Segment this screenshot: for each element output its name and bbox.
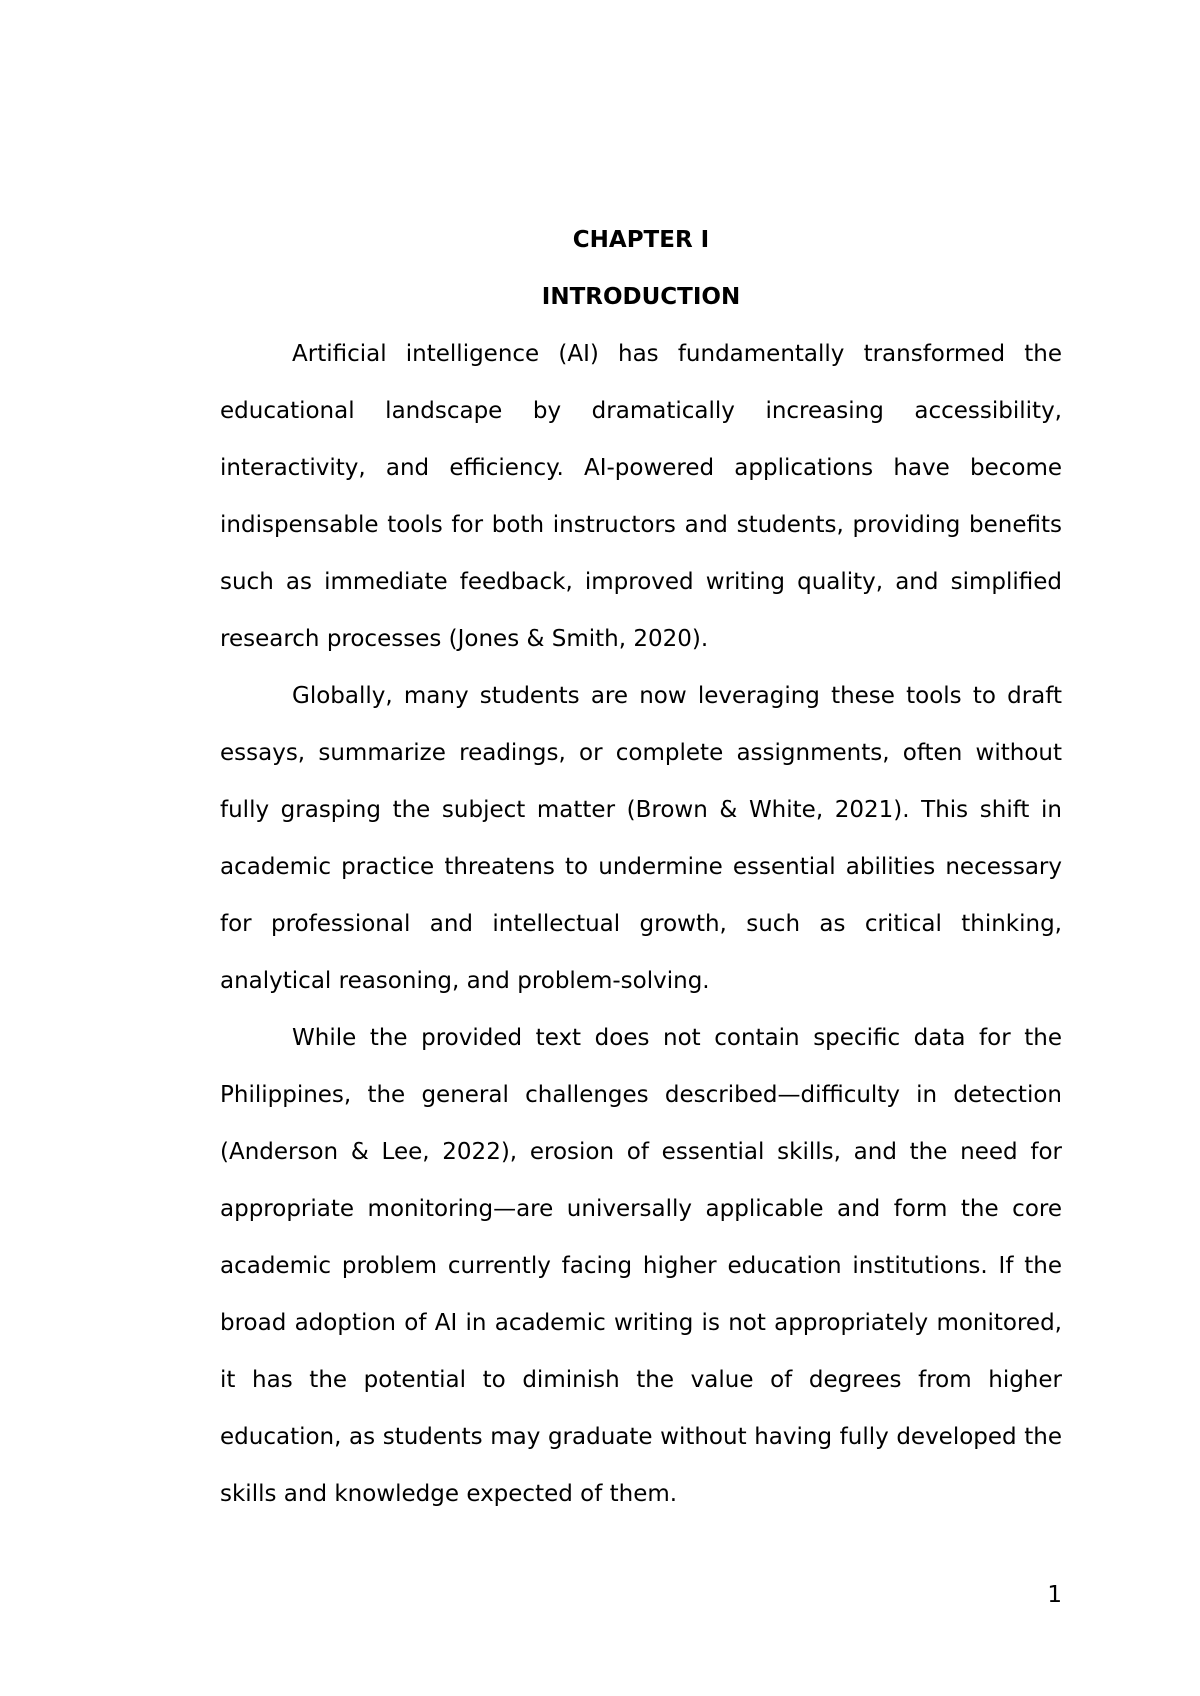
paragraph-3: While the provided text does not contain specific data for the Philippines, the general challenges described—difficulty in detection (Anderson & Lee, 2022), erosion of essential skills, and the need for appropriate monitoring—are universally applicable and form the core academic problem currently facing higher education institutions. If the broad adoption of AI in academic writing is not appropriately monitored, it has the potential to diminish the value of degrees from higher education, as students may graduate without having fully developed the skills and knowledge expected of them. bbox=[220, 1025, 1062, 1507]
page-number: 1 bbox=[1047, 1582, 1062, 1608]
paragraph-1: Artificial intelligence (AI) has fundamentally transformed the educational landscape by dramatically increasing accessibility, interactivity, and efficiency. AI-powered applications have become indispensable tools for both instructors and students, providing benefits such as immediate feedback, improved writing quality, and simplified research processes (Jones & Smith, 2020). bbox=[220, 341, 1062, 652]
body-text bbox=[220, 212, 1062, 1523]
chapter-title: INTRODUCTION bbox=[541, 284, 741, 310]
paragraph-2: Globally, many students are now leveraging these tools to draft essays, summarize readings, or complete assignments, often without fully grasping the subject matter (Brown & White, 2021). This shift in academic practice threatens to undermine essential abilities necessary for professional and intellectual growth, such as critical thinking, analytical reasoning, and problem-solving. bbox=[220, 683, 1062, 994]
chapter-label: CHAPTER I bbox=[572, 227, 710, 253]
